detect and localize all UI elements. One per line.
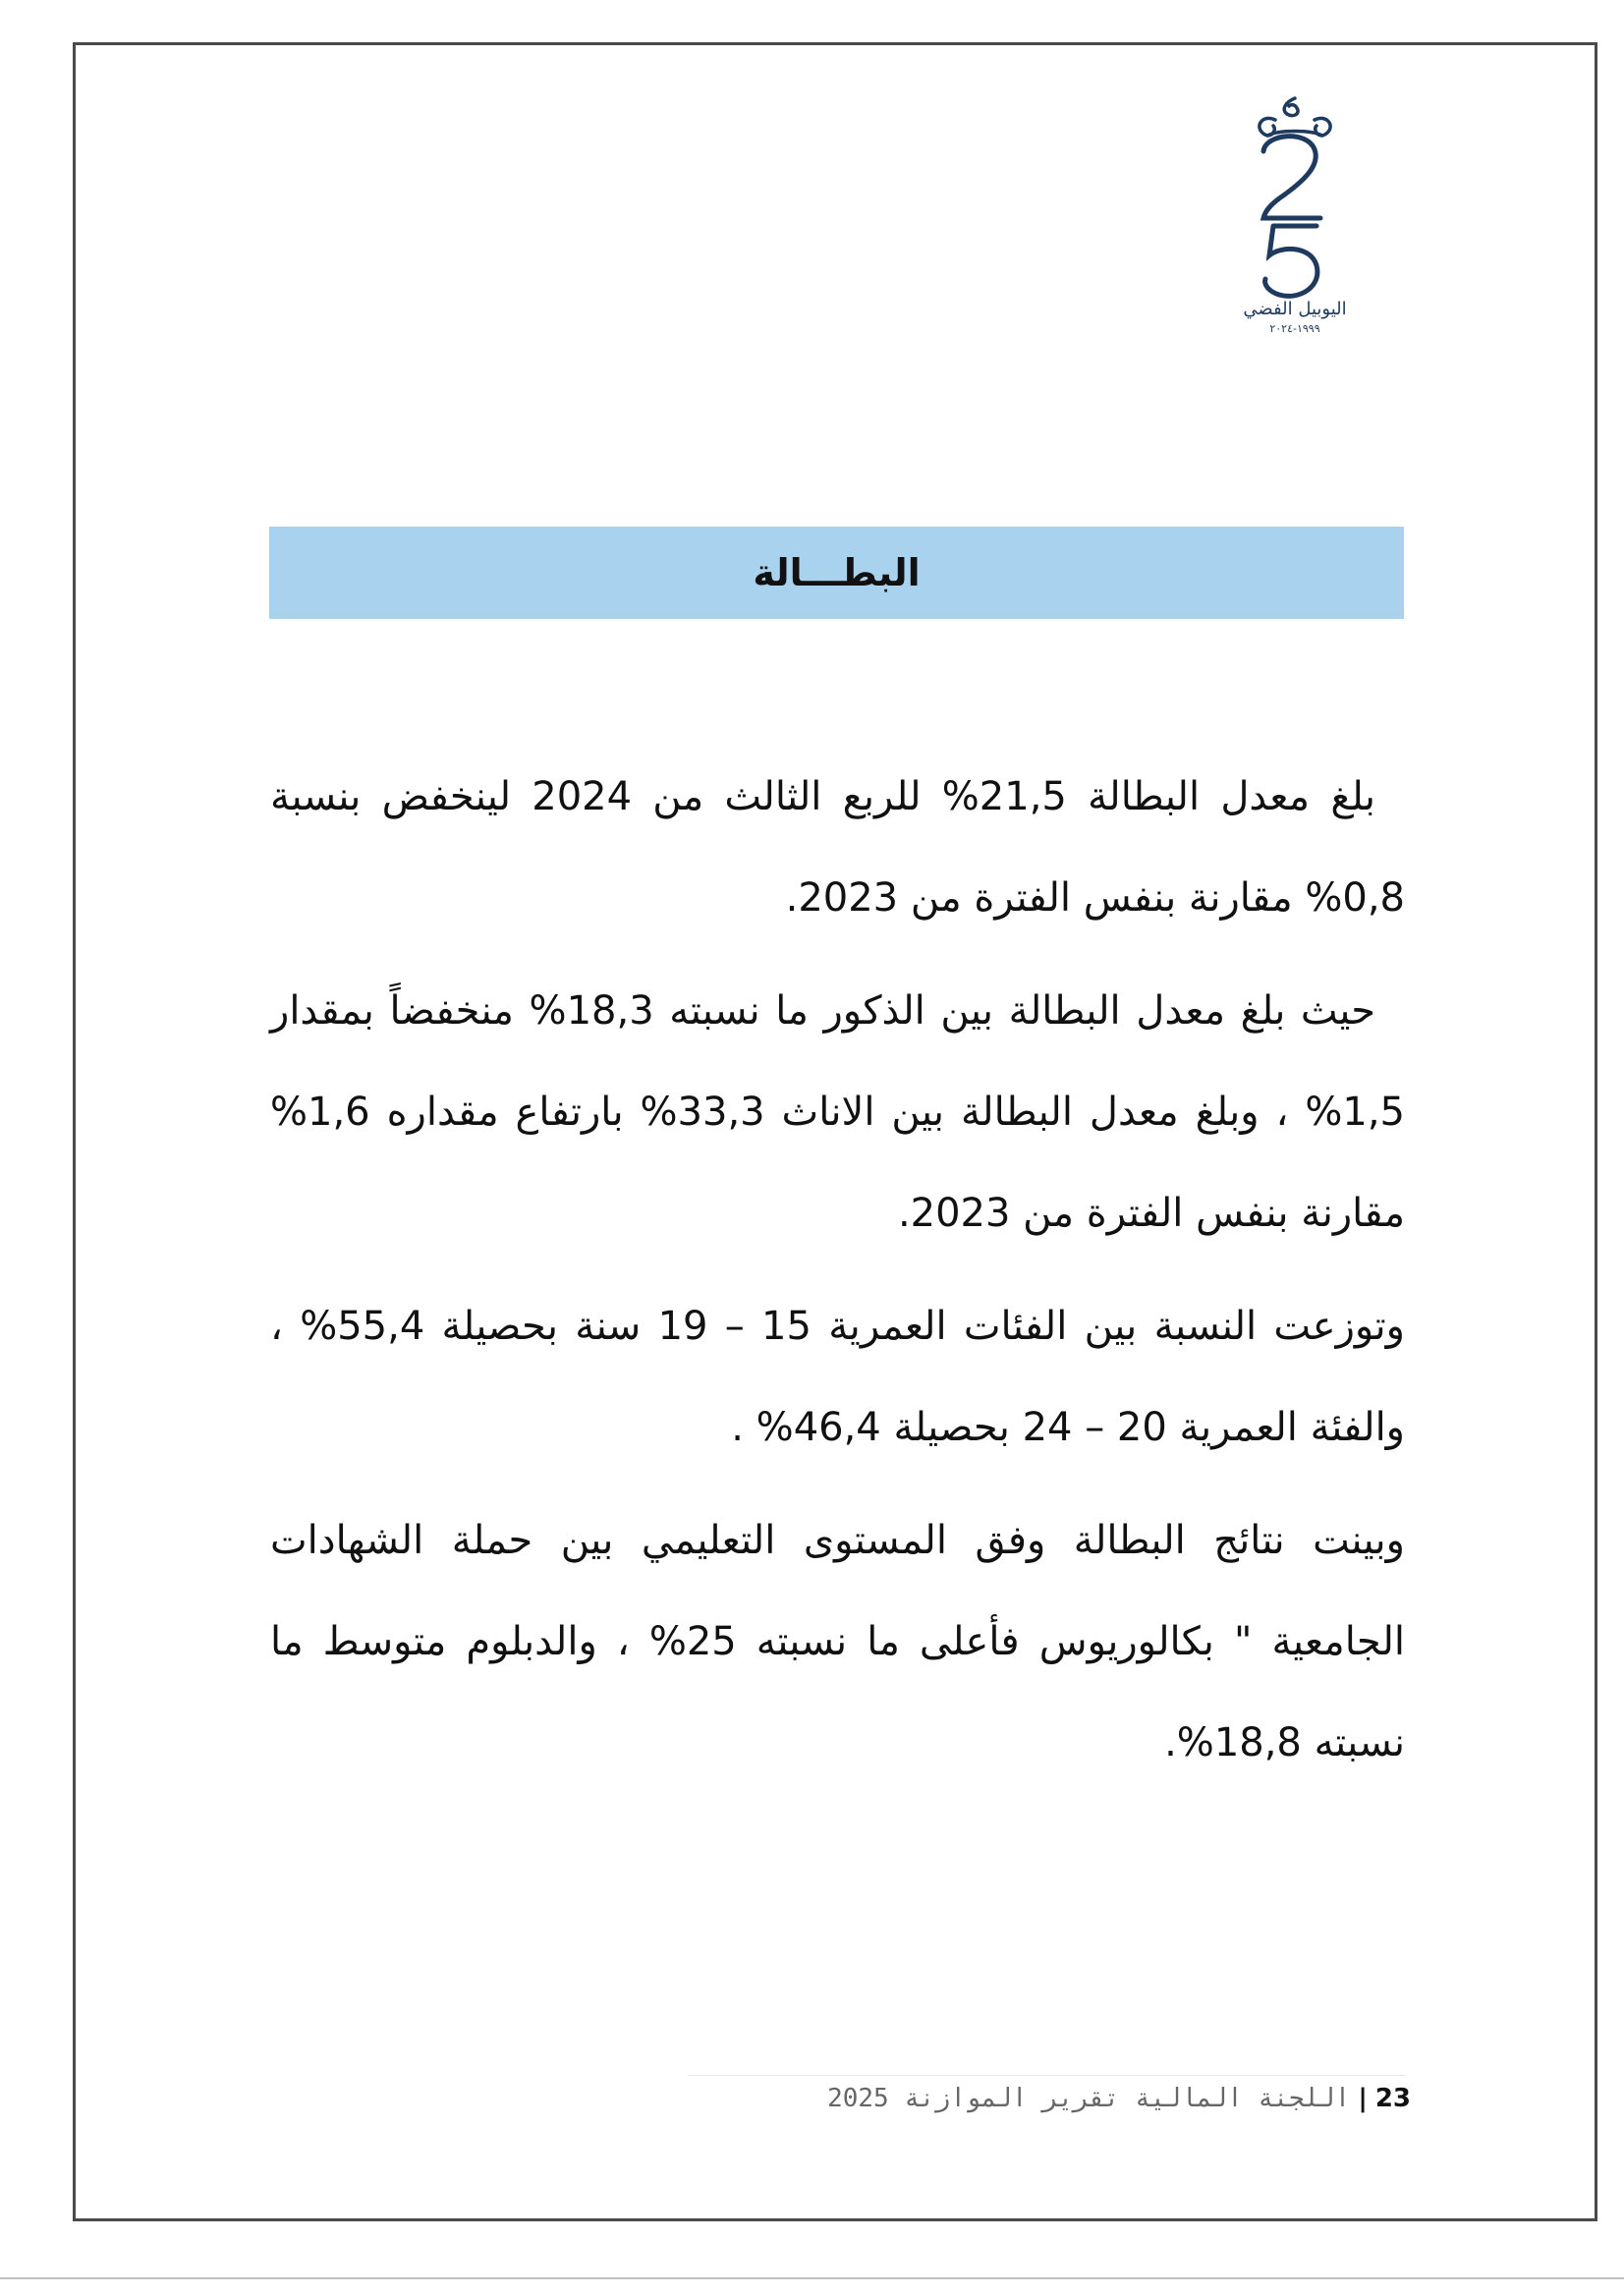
logo-emblem-text: اليوبيل الفضي — [1243, 299, 1347, 319]
footer-separator: | — [1358, 2084, 1368, 2113]
jubilee-logo — [1216, 90, 1373, 336]
footer-text: اللجنة المالية تقرير الموازنة 2025 — [827, 2084, 1351, 2113]
scan-bottom-edge — [0, 2277, 1624, 2279]
paragraph-gender-breakdown: حيث بلغ معدل البطالة بين الذكور ما نسبته 18,3% منخفضاً بمقدار 1,5% ، وبلغ معدل البطالة بين الاناث 33,3% بارتفاع مقداره 1,6% مقارنة بنفس الفترة من 2023. — [270, 988, 1405, 1236]
paragraph-education-breakdown: وبينت نتائج البطالة وفق المستوى التعليمي بين حملة الشهادات الجامعية " بكالوريوس فأعلى ما نسبته 25% ، والدبلوم متوسط ما نسبته 18,8%. — [270, 1518, 1405, 1765]
section-title-bar — [269, 527, 1404, 619]
section-title: البطـــالة — [753, 551, 921, 594]
silver-jubilee-25-icon — [1216, 90, 1373, 336]
report-body — [270, 747, 1405, 1806]
paragraph-unemployment-rate: بلغ معدل البطالة 21,5% للربع الثالث من 2024 لينخفض بنسبة 0,8% مقارنة بنفس الفترة من 2023. — [270, 774, 1405, 921]
paragraph-age-breakdown: وتوزعت النسبة بين الفئات العمرية 15 – 19 سنة بحصيلة 55,4% ، والفئة العمرية 20 – 24 بحصيلة 46,4% . — [270, 1304, 1405, 1450]
logo-years-text: ١٩٩٩-٢٠٢٤ — [1269, 322, 1320, 335]
page-footer — [747, 2075, 1411, 2122]
page-number: 23 — [1374, 2084, 1411, 2113]
